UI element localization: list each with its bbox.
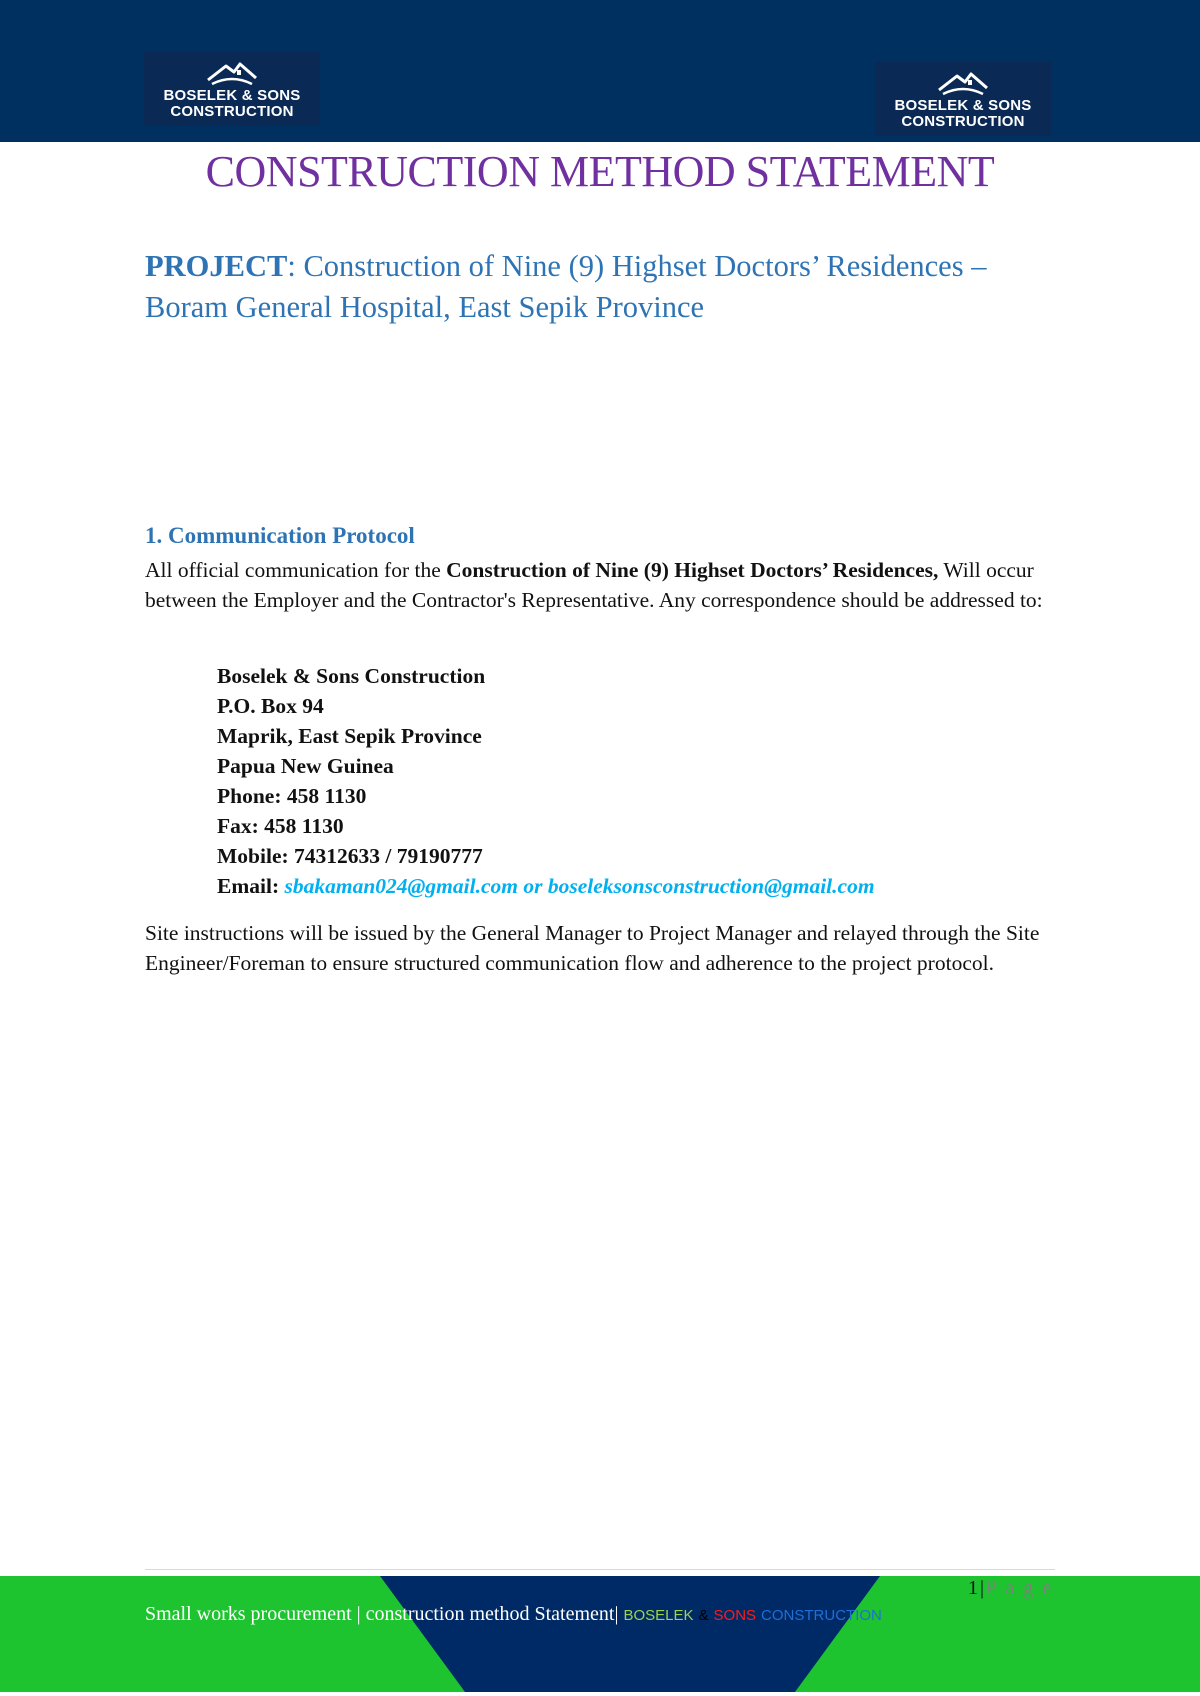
project-label: PROJECT xyxy=(145,249,288,283)
footer-caption: Small works procurement | construction method Statement| xyxy=(145,1603,619,1625)
footer-divider xyxy=(145,1569,1055,1570)
page-separator: | xyxy=(980,1577,985,1599)
company-logo-right xyxy=(875,62,1051,136)
footer-brand-construction: CONSTRUCTION xyxy=(761,1607,882,1624)
footer-navy-shape xyxy=(380,1576,880,1692)
address-company: Boselek & Sons Construction xyxy=(217,664,486,688)
footer-brand-boselek: BOSELEK xyxy=(623,1607,694,1624)
email-link-2[interactable]: boseleksonsconstruction@gmail.com xyxy=(547,874,875,898)
address-fax: Fax: 458 1130 xyxy=(217,814,344,838)
logo-line-2: CONSTRUCTION xyxy=(901,113,1025,130)
email-link-1[interactable]: sbakaman024@gmail.com xyxy=(284,874,518,898)
email-or: or xyxy=(517,874,548,898)
intro-text-after: Will occur between the Employer and the Contractor's Representative. Any correspondence should be addressed to: xyxy=(145,558,1043,612)
page-word: P a g e xyxy=(986,1577,1054,1599)
project-title xyxy=(145,246,1065,328)
address-mobile: Mobile: 74312633 / 79190777 xyxy=(217,844,483,868)
intro-text-before: All official communication for the xyxy=(145,558,447,582)
footer-brand-sons: SONS xyxy=(713,1607,757,1624)
logo-line-1: BOSELEK & SONS xyxy=(894,97,1032,114)
address-town: Maprik, East Sepik Province xyxy=(217,724,482,748)
communication-intro xyxy=(145,555,1065,615)
logo-line-2: CONSTRUCTION xyxy=(170,103,294,120)
address-country: Papua New Guinea xyxy=(217,754,394,778)
logo-line-1: BOSELEK & SONS xyxy=(163,87,301,104)
document-title: CONSTRUCTION METHOD STATEMENT xyxy=(205,147,995,196)
footer-text xyxy=(145,1601,882,1629)
project-description: : Construction of Nine (9) Highset Doctors’ Residences – Boram General Hospital, East Sepik Province xyxy=(145,249,987,324)
company-logo-left xyxy=(144,52,320,126)
contact-address-block xyxy=(217,661,1067,901)
address-phone: Phone: 458 1130 xyxy=(217,784,367,808)
site-instructions-paragraph: Site instructions will be issued by the General Manager to Project Manager and relayed through the Site Engineer/Foreman to ensure structured communication flow and adherence to the project protocol. xyxy=(145,921,1040,975)
intro-project-name: Construction of Nine (9) Highset Doctors’ Residences, xyxy=(446,558,939,582)
address-po-box: P.O. Box 94 xyxy=(217,694,324,718)
page-number xyxy=(968,1576,1053,1600)
email-label: Email: xyxy=(217,874,285,898)
footer-brand-amp: & xyxy=(698,1607,709,1624)
address-email xyxy=(217,871,1067,901)
page-number-value: 1 xyxy=(968,1577,978,1599)
house-roof-icon xyxy=(202,60,262,86)
section-heading-communication-protocol: 1. Communication Protocol xyxy=(145,523,415,548)
house-roof-icon xyxy=(933,70,993,96)
